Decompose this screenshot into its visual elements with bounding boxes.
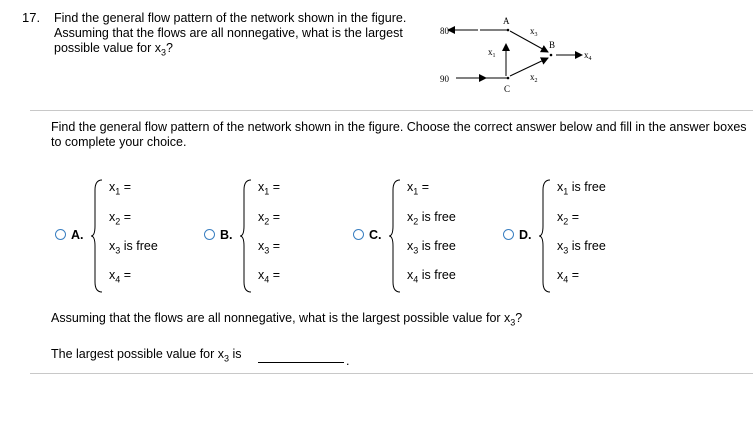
brace-icon — [91, 178, 105, 294]
edge-x3-label: $x_3$ — [530, 26, 538, 38]
question-line-3: possible value for $x_3$? — [54, 41, 173, 58]
option-c[interactable] — [353, 178, 503, 298]
option-b-line-4: $x_4$ = — [258, 268, 281, 285]
option-d-line-2: $x_2$ = — [557, 210, 580, 227]
edge-x1-label: $x_1$ — [488, 47, 496, 59]
option-a[interactable] — [55, 178, 195, 298]
option-c-line-3: $x_3$ is free — [407, 239, 456, 256]
edge-a-to-b-x3 — [510, 31, 548, 52]
edge-x4-label: $x_4$ — [584, 50, 592, 62]
divider-bottom — [30, 373, 753, 374]
option-a-line-2: $x_2$ = — [109, 210, 132, 227]
radio-option-d[interactable] — [503, 229, 514, 240]
radio-option-a[interactable] — [55, 229, 66, 240]
option-c-line-4: $x_4$ is free — [407, 268, 456, 285]
option-a-line-3: $x_3$ is free — [109, 239, 158, 256]
answer-input-blank[interactable] — [258, 362, 344, 363]
option-d-letter: D. — [519, 228, 532, 242]
option-b[interactable] — [204, 178, 344, 298]
edge-c-to-b-x2 — [510, 58, 548, 76]
edge-x2-label: $x_2$ — [530, 72, 538, 84]
brace-icon — [539, 178, 553, 294]
answer-prompt: The largest possible value for $x_3$ is — [51, 347, 242, 364]
node-b-label: B — [549, 40, 556, 50]
option-d[interactable] — [503, 178, 653, 298]
answer-period: . — [346, 354, 350, 368]
option-a-letter: A. — [71, 228, 84, 242]
label-90: 90 — [440, 74, 449, 84]
brace-icon — [389, 178, 403, 294]
question-number: 17. — [22, 10, 41, 25]
option-b-line-1: $x_1$ = — [258, 180, 281, 197]
label-80: 80 — [440, 26, 449, 36]
option-b-letter: B. — [220, 228, 233, 242]
instructions-text: Find the general flow pattern of the network shown in the figure. Choose the correct answer below and fill in the answer boxes to complete your choice. — [51, 120, 747, 149]
question-line-1: Find the general flow pattern of the network shown in the figure. — [54, 11, 407, 25]
question-2-text: Assuming that the flows are all nonnegative, what is the largest possible value for $x_3$? — [51, 311, 523, 328]
node-c-label: C — [504, 84, 511, 94]
question-text — [54, 11, 434, 61]
option-a-line-4: $x_4$ = — [109, 268, 132, 285]
network-diagram — [430, 10, 630, 100]
radio-option-b[interactable] — [204, 229, 215, 240]
option-d-line-1: $x_1$ is free — [557, 180, 606, 197]
option-c-line-2: $x_2$ is free — [407, 210, 456, 227]
option-a-line-1: $x_1$ = — [109, 180, 132, 197]
node-a-label: A — [503, 16, 510, 26]
option-b-line-2: $x_2$ = — [258, 210, 281, 227]
option-d-line-4: $x_4$ = — [557, 268, 580, 285]
option-b-line-3: $x_3$ = — [258, 239, 281, 256]
divider-top — [30, 110, 753, 111]
brace-icon — [240, 178, 254, 294]
option-c-line-1: $x_1$ = — [407, 180, 430, 197]
option-d-line-3: $x_3$ is free — [557, 239, 606, 256]
option-c-letter: C. — [369, 228, 382, 242]
radio-option-c[interactable] — [353, 229, 364, 240]
question-line-2: Assuming that the flows are all nonnegative, what is the largest — [54, 26, 403, 40]
